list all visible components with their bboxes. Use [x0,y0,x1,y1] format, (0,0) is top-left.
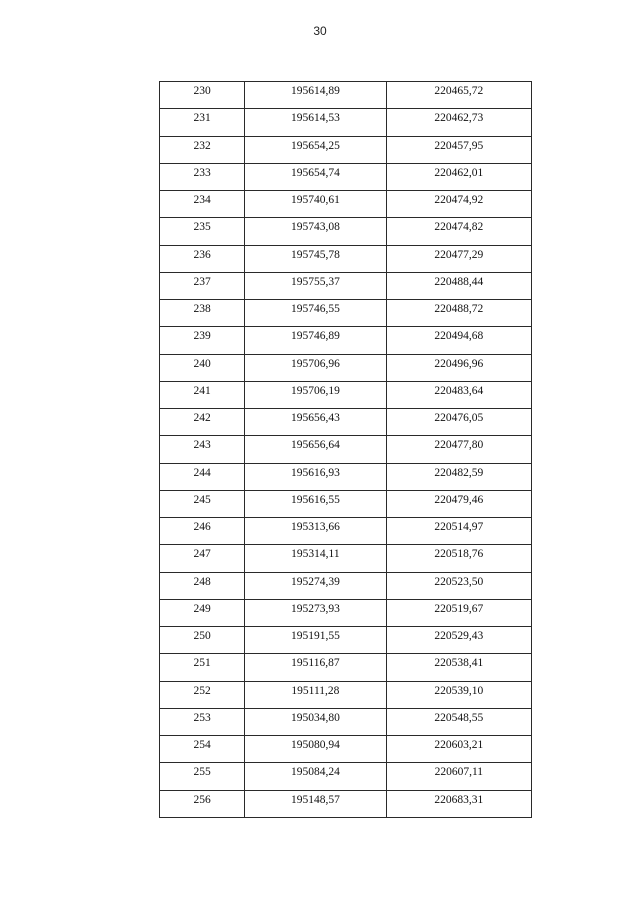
y-coordinate-value: 220462,01 [434,166,484,179]
y-coordinate-value: 220483,64 [434,384,484,397]
y-coordinate-cell [386,409,531,436]
point-number-value: 240 [193,357,211,370]
table-row [160,82,532,109]
y-coordinate-cell [386,109,531,136]
table-row [160,436,532,463]
point-number-value: 232 [193,139,211,152]
coordinates-table-body [160,82,532,818]
table-row [160,572,532,599]
y-coordinate-cell [386,545,531,572]
point-number-value: 243 [193,439,211,452]
x-coordinate-value: 195706,19 [290,384,340,397]
x-coordinate-cell [245,191,386,218]
y-coordinate-value: 220482,59 [434,466,484,479]
x-coordinate-value: 195080,94 [290,739,340,751]
table-row [160,109,532,136]
y-coordinate-cell [386,654,531,681]
table-row [160,463,532,490]
table-row [160,736,532,763]
y-coordinate-value: 220607,11 [434,766,484,779]
point-number-cell [160,518,245,545]
x-coordinate-value: 195614,89 [290,85,340,97]
y-coordinate-cell [386,191,531,218]
y-coordinate-cell [386,627,531,654]
point-number-value: 256 [193,793,211,806]
point-number-cell [160,599,245,626]
y-coordinate-value: 220474,92 [434,194,484,206]
y-coordinate-value: 220548,55 [434,711,484,724]
point-number-value: 236 [193,248,211,261]
y-coordinate-value: 220529,43 [434,630,484,642]
x-coordinate-cell [245,218,386,245]
x-coordinate-value: 195616,55 [290,493,340,506]
y-coordinate-value: 220519,67 [434,602,484,615]
x-coordinate-cell [245,463,386,490]
x-coordinate-value: 195745,78 [290,248,340,261]
x-coordinate-cell [245,763,386,790]
point-number-cell [160,436,245,463]
y-coordinate-cell [386,381,531,408]
x-coordinate-cell [245,409,386,436]
point-number-cell [160,763,245,790]
table-row [160,545,532,572]
y-coordinate-cell [386,218,531,245]
point-number-cell [160,272,245,299]
x-coordinate-value: 195740,61 [290,194,340,206]
y-coordinate-cell [386,136,531,163]
x-coordinate-cell [245,790,386,817]
table-row [160,300,532,327]
y-coordinate-value: 220514,97 [434,521,484,533]
table-row [160,136,532,163]
x-coordinate-value: 195706,96 [290,357,340,370]
table-row [160,599,532,626]
y-coordinate-value: 220457,95 [434,139,484,152]
y-coordinate-value: 220462,73 [434,112,484,125]
x-coordinate-value: 195034,80 [290,711,340,724]
point-number-cell [160,736,245,763]
table-row [160,518,532,545]
point-number-cell [160,681,245,708]
y-coordinate-cell [386,327,531,354]
y-coordinate-cell [386,245,531,272]
x-coordinate-value: 195148,57 [290,793,340,806]
table-row [160,381,532,408]
y-coordinate-cell [386,300,531,327]
point-number-cell [160,627,245,654]
y-coordinate-value: 220539,10 [434,684,484,697]
y-coordinate-cell [386,463,531,490]
x-coordinate-value: 195654,74 [290,166,340,179]
page-number: 30 [313,24,327,38]
point-number-value: 247 [193,548,211,561]
y-coordinate-cell [386,708,531,735]
point-number-value: 249 [193,602,211,615]
table-row [160,490,532,517]
x-coordinate-cell [245,136,386,163]
table-row [160,218,532,245]
point-number-cell [160,218,245,245]
y-coordinate-cell [386,354,531,381]
x-coordinate-value: 195746,55 [290,303,340,315]
x-coordinate-value: 195111,28 [291,684,340,697]
y-coordinate-value: 220603,21 [434,739,484,751]
point-number-value: 248 [193,575,211,588]
y-coordinate-cell [386,599,531,626]
table-row [160,163,532,190]
y-coordinate-cell [386,163,531,190]
x-coordinate-value: 195656,64 [290,439,340,452]
y-coordinate-value: 220488,44 [434,275,484,288]
y-coordinate-value: 220523,50 [434,575,484,588]
table-row [160,681,532,708]
point-number-cell [160,245,245,272]
x-coordinate-value: 195755,37 [290,275,340,288]
point-number-cell [160,708,245,735]
x-coordinate-cell [245,245,386,272]
table-row [160,763,532,790]
point-number-value: 233 [193,166,211,179]
point-number-cell [160,654,245,681]
x-coordinate-cell [245,599,386,626]
table-row [160,654,532,681]
x-coordinate-cell [245,708,386,735]
point-number-value: 246 [193,521,211,533]
point-number-cell [160,354,245,381]
x-coordinate-value: 195313,66 [290,521,340,533]
y-coordinate-cell [386,272,531,299]
point-number-cell [160,191,245,218]
table-row [160,354,532,381]
x-coordinate-value: 195746,89 [290,330,340,343]
point-number-cell [160,463,245,490]
y-coordinate-value: 220488,72 [434,303,484,315]
point-number-value: 241 [193,384,211,397]
table-row [160,708,532,735]
point-number-value: 252 [193,684,211,697]
point-number-value: 254 [193,739,211,751]
table-row [160,272,532,299]
point-number-cell [160,163,245,190]
x-coordinate-value: 195273,93 [290,602,340,615]
point-number-cell [160,381,245,408]
y-coordinate-value: 220683,31 [434,793,484,806]
point-number-value: 255 [193,766,211,779]
x-coordinate-cell [245,681,386,708]
y-coordinate-value: 220496,96 [434,357,484,370]
y-coordinate-cell [386,790,531,817]
x-coordinate-cell [245,627,386,654]
point-number-cell [160,136,245,163]
y-coordinate-cell [386,490,531,517]
x-coordinate-value: 195274,39 [290,575,340,588]
table-row [160,327,532,354]
y-coordinate-value: 220477,80 [434,439,484,452]
x-coordinate-value: 195314,11 [291,548,340,561]
point-number-cell [160,327,245,354]
point-number-value: 237 [193,275,211,288]
x-coordinate-value: 195084,24 [290,766,340,779]
y-coordinate-value: 220479,46 [434,493,484,506]
point-number-cell [160,572,245,599]
point-number-cell [160,300,245,327]
x-coordinate-cell [245,82,386,109]
point-number-cell [160,545,245,572]
x-coordinate-value: 195743,08 [290,221,340,234]
point-number-value: 242 [193,412,211,424]
x-coordinate-cell [245,354,386,381]
y-coordinate-value: 220474,82 [434,221,484,234]
x-coordinate-cell [245,300,386,327]
x-coordinate-cell [245,545,386,572]
x-coordinate-cell [245,327,386,354]
x-coordinate-cell [245,490,386,517]
table-row [160,409,532,436]
y-coordinate-value: 220494,68 [434,330,484,343]
table-row [160,191,532,218]
x-coordinate-cell [245,163,386,190]
x-coordinate-cell [245,272,386,299]
point-number-cell [160,82,245,109]
x-coordinate-cell [245,381,386,408]
y-coordinate-cell [386,681,531,708]
x-coordinate-value: 195614,53 [290,112,340,125]
table-row [160,790,532,817]
y-coordinate-cell [386,436,531,463]
point-number-cell [160,790,245,817]
point-number-value: 253 [193,711,211,724]
y-coordinate-cell [386,572,531,599]
point-number-cell [160,490,245,517]
x-coordinate-cell [245,109,386,136]
point-number-value: 245 [193,493,211,506]
x-coordinate-cell [245,572,386,599]
y-coordinate-cell [386,82,531,109]
point-number-value: 235 [193,221,211,234]
x-coordinate-cell [245,518,386,545]
table-row [160,245,532,272]
point-number-value: 230 [193,85,211,97]
point-number-value: 231 [193,112,211,125]
y-coordinate-value: 220476,05 [434,412,484,424]
y-coordinate-value: 220518,76 [434,548,484,561]
y-coordinate-value: 220465,72 [434,85,484,97]
x-coordinate-value: 195116,87 [291,657,340,670]
point-number-value: 239 [193,330,211,343]
x-coordinate-value: 195656,43 [290,412,340,424]
point-number-value: 251 [193,657,211,670]
y-coordinate-value: 220477,29 [434,248,484,261]
point-number-cell [160,409,245,436]
point-number-value: 244 [193,466,211,479]
point-number-value: 250 [193,630,211,642]
y-coordinate-value: 220538,41 [434,657,484,670]
table-row [160,627,532,654]
x-coordinate-cell [245,654,386,681]
coordinates-table [159,81,532,818]
x-coordinate-value: 195191,55 [290,630,340,642]
x-coordinate-cell [245,736,386,763]
point-number-value: 238 [193,303,211,315]
x-coordinate-value: 195654,25 [290,139,340,152]
point-number-cell [160,109,245,136]
y-coordinate-cell [386,736,531,763]
x-coordinate-cell [245,436,386,463]
y-coordinate-cell [386,518,531,545]
x-coordinate-value: 195616,93 [290,466,340,479]
y-coordinate-cell [386,763,531,790]
point-number-value: 234 [193,194,211,206]
